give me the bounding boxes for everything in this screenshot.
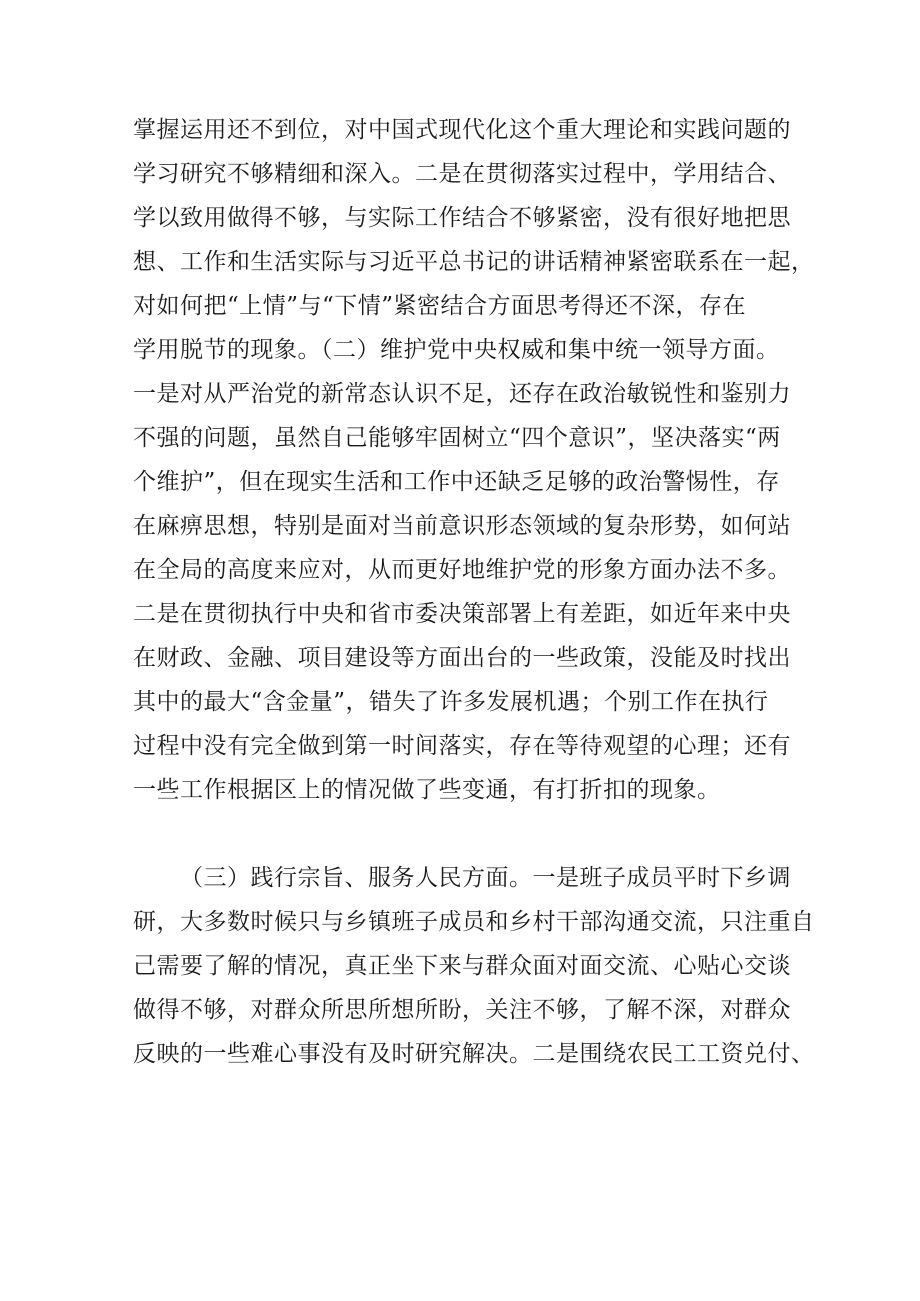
text-line: 学习研究不够精细和深入。二是在贯彻落实过程中，学用结合、 (133, 161, 791, 187)
text-line: 研，大多数时候只与乡镇班子成员和乡村干部沟通交流，只注重自 (133, 909, 815, 935)
text-line: 其中的最大“含金量”，错失了许多发展机遇；个别工作在执行 (133, 689, 769, 715)
text-line: 一是对从严治党的新常态认识不足，还存在政治敏锐性和鉴别力 (133, 381, 791, 407)
text-line: 己需要了解的情况，真正坐下来与群众面对面交流、心贴心交谈 (133, 953, 791, 979)
text-line: 二是在贯彻执行中央和省市委决策部署上有差距，如近年来中央 (133, 601, 791, 627)
text-line: 在财政、金融、项目建设等方面出台的一些政策，没能及时找出 (133, 645, 791, 671)
paragraph-first-line: （三）践行宗旨、服务人民方面。一是班子成员平时下乡调 (180, 865, 791, 891)
text-line: 个维护”，但在现实生活和工作中还缺乏足够的政治警惕性，存 (133, 469, 780, 495)
text-line: 在麻痹思想，特别是面对当前意识形态领域的复杂形势，如何站 (133, 513, 791, 539)
text-line: 反映的一些难心事没有及时研究解决。二是围绕农民工工资兑付、 (133, 1041, 815, 1067)
text-line: 不强的问题，虽然自己能够牢固树立“四个意识”，坚决落实“两 (133, 425, 781, 451)
text-line: 掌握运用还不到位，对中国式现代化这个重大理论和实践问题的 (133, 117, 791, 143)
text-line: 过程中没有完全做到第一时间落实，存在等待观望的心理；还有 (133, 733, 791, 759)
text-line: 一些工作根据区上的情况做了些变通，有打折扣的现象。 (133, 777, 721, 803)
text-line: 想、工作和生活实际与习近平总书记的讲话精神紧密联系在一起， (133, 249, 815, 275)
text-line: 做得不够，对群众所思所想所盼，关注不够，了解不深，对群众 (133, 997, 791, 1023)
text-line: 在全局的高度来应对，从而更好地维护党的形象方面办法不多。 (133, 557, 791, 583)
text-line: 对如何把“上情”与“下情”紧密结合方面思考得还不深，存在 (133, 293, 747, 319)
text-line: 学用脱节的现象。（二）维护党中央权威和集中统一领导方面。 (133, 337, 780, 363)
text-line: 学以致用做得不够，与实际工作结合不够紧密，没有很好地把思 (133, 205, 791, 231)
